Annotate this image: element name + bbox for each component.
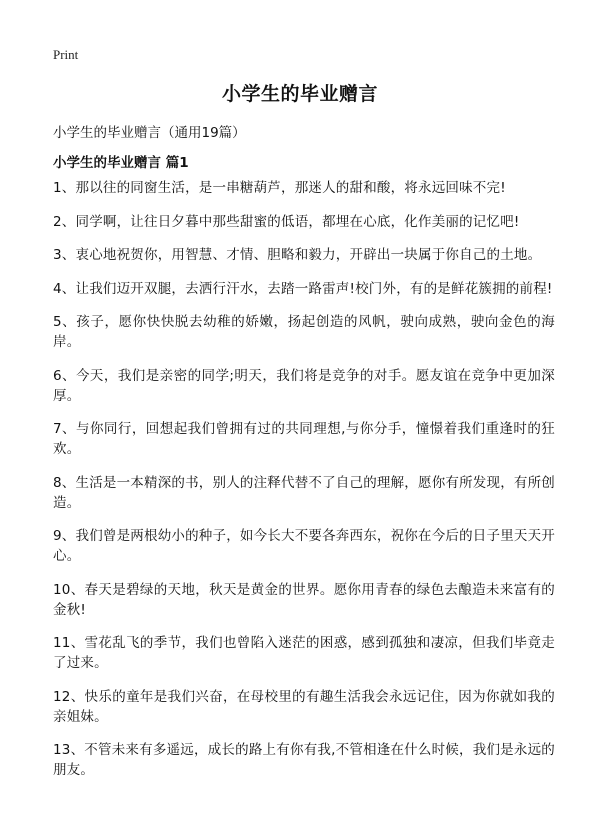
list-item: 9、我们曾是两根幼小的种子，如今长大不要各奔西东，祝你在今后的日子里天天开心。 [53,528,555,564]
list-item: 11、雪花乱飞的季节，我们也曾陷入迷茫的困惑，感到孤独和凄凉，但我们毕竟走了过来。 [53,635,555,671]
list-item: 13、不管未来有多遥远，成长的路上有你有我,不管相逢在什么时候，我们是永远的朋友。 [53,742,555,778]
list-item: 3、衷心地祝贺你，用智慧、才情、胆略和毅力，开辟出一块属于你自己的土地。 [53,247,542,263]
list-item: 1、那以往的同窗生活，是一串糖葫芦，那迷人的甜和酸，将永远回味不完! [53,180,506,196]
greeting-list [53,178,555,794]
list-item: 8、生活是一本精深的书，别人的注释代替不了自己的理解，愿你有所发现，有所创造。 [53,474,555,511]
list-item: 2、同学啊，让往日夕暮中那些甜蜜的低语，都埋在心底，化作美丽的记忆吧! [53,213,520,230]
list-item: 10、春天是碧绿的天地，秋天是黄金的世界。愿你用青春的绿色去酿造未来富有的金秋! [53,581,555,618]
list-item: 7、与你同行，回想起我们曾拥有过的共同理想,与你分手，憧憬着我们重逢时的狂欢。 [53,421,555,457]
print-link[interactable]: Print [53,47,79,62]
list-item: 5、孩子，愿你快快脱去幼稚的娇嫩，扬起创造的风帆，驶向成熟，驶向金色的海岸。 [53,314,555,350]
list-item: 12、快乐的童年是我们兴奋，在母校里的有趣生活我会永远记住，因为你就如我的亲姐妹。 [53,688,555,725]
page-title: 小学生的毕业赠言 [221,83,378,105]
document-subtitle: 小学生的毕业赠言（通用19篇） [53,125,246,141]
section-heading: 小学生的毕业赠言 篇1 [53,155,189,171]
list-item: 4、让我们迈开双腿，去洒行汗水，去踏一路雷声!校门外，有的是鲜花簇拥的前程! [53,280,553,297]
list-item: 6、今天，我们是亲密的同学;明天，我们将是竞争的对手。愿友谊在竞争中更加深厚。 [53,367,555,404]
